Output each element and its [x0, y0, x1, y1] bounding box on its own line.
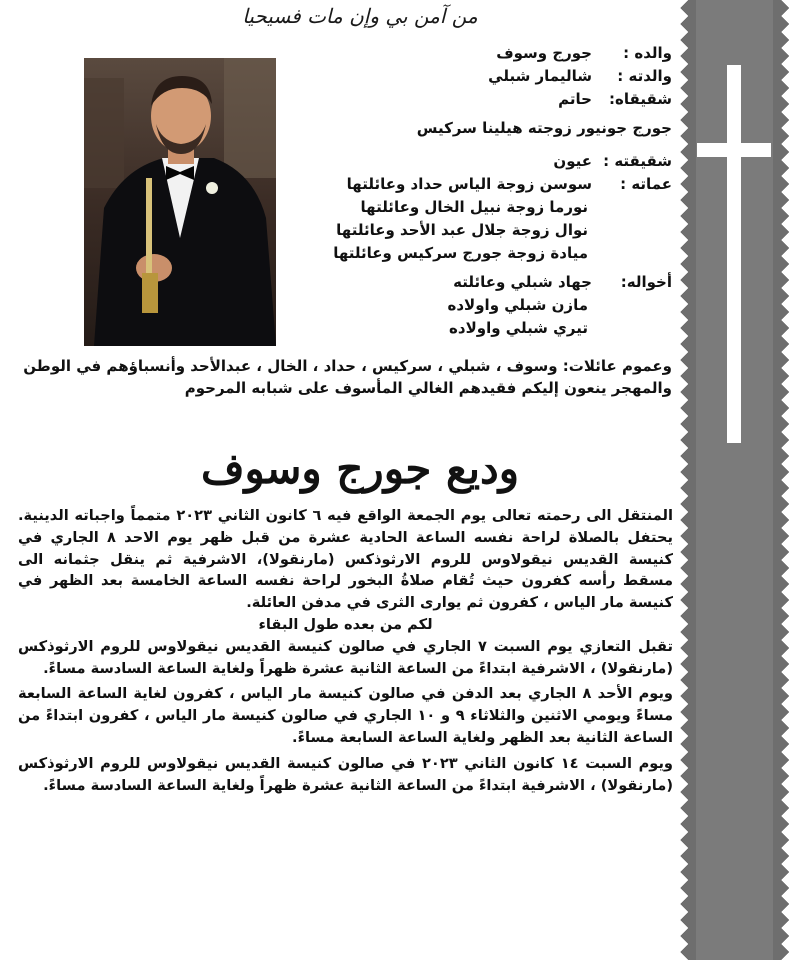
aunt-row	[290, 196, 672, 219]
brother-name: جورج جونيور زوجته هيلينا سركيس	[416, 119, 672, 137]
families-announcement: وعموم عائلات: وسوف ، شبلي ، سركيس ، حداد ، الخال ، عبدالأحد وأنسباؤهم في الوطن والمهجر ينعون إليكم فقيدهم الغالي المأسوف على شبابه المرحوم	[23, 357, 672, 397]
aunt-name: نوال زوجة جلال عبد الأحد وعائلتها	[336, 221, 588, 239]
father-name: جورج وسوف	[496, 44, 592, 62]
uncles-label: أخواله:	[620, 273, 672, 291]
aunts-label: عماته :	[620, 175, 672, 193]
zigzag-edge-left	[680, 0, 696, 960]
uncle-row	[290, 317, 672, 340]
uncle-row	[290, 294, 672, 317]
brothers-label: شقيقاه:	[609, 90, 672, 108]
aunt-name: ميادة زوجة جورج سركيس وعائلتها	[333, 244, 588, 262]
aunt-row	[290, 242, 672, 265]
brother2-row	[290, 117, 672, 140]
funeral-details	[18, 505, 673, 796]
brothers-row	[290, 88, 672, 111]
mother-label: والدته :	[617, 67, 672, 85]
deceased-name: وديع جورج وسوف	[200, 444, 520, 493]
deceased-photo	[84, 58, 276, 346]
condolence-line: لكم من بعده طول البقاء	[258, 615, 433, 633]
family-list	[290, 42, 672, 340]
header-verse: من آمن بي وإن مات فسيحيا	[242, 4, 478, 28]
father-row	[290, 42, 672, 65]
aunt-row	[290, 219, 672, 242]
sister-label: شقيقته :	[603, 152, 672, 170]
zigzag-edge-right	[773, 0, 789, 960]
condolence-paragraph: ويوم السبت ١٤ كانون الثاني ٢٠٢٣ في صالون كنيسة القديس نيقولاوس للروم الارثوذكس (مارنقولا) ، الاشرفية ابتداءً من الساعة الثانية عشرة ظهراً ولغاية الساعة السادسة مساءً.	[18, 754, 673, 794]
aunts-row	[290, 173, 672, 196]
mother-row	[290, 65, 672, 88]
condolence-paragraph: ويوم الأحد ٨ الجاري بعد الدفن في صالون كنيسة مار الياس ، كفرون لغاية الساعة السابعة مساءً ويومي الاثنين والثلاثاء ٩ و ١٠ الجاري في صالون كنيسة مار الياس ، كفرون ابتداءً من الساعة الثانية بعد الظهر ولغاية الساعة السابعة مساءً.	[18, 685, 674, 746]
cross-icon-bar	[697, 143, 771, 157]
funeral-paragraph: المنتقل الى رحمته تعالى يوم الجمعة الواقع فيه ٦ كانون الثاني ٢٠٢٣ متمماً واجباته الدينية. يحتفل بالصلاة لراحة نفسه الساعة الحادية عشرة من قبل ظهر يوم الاحد ٨ الجاري في كنيسة القديس نيقولاوس للروم الارثوذكس (مارنقولا)، الاشرفية ثم ينقل جثمانه الى مسقط رأسه كفرون حيث تُقام صلاةُ البخور لراحة نفسه الساعة الخامسة بعد الظهر في كنيسة مار الياس ، كفرون ثم يوارى الثرى في مدفن العائلة.	[18, 507, 673, 612]
mother-name: شاليمار شبلي	[488, 67, 592, 85]
aunt-name: نورما زوجة نبيل الخال وعائلتها	[360, 198, 588, 216]
cross-icon	[727, 65, 741, 443]
sister-row	[290, 150, 672, 173]
brother-name: حاتم	[558, 90, 592, 108]
sister-name: عيون	[553, 152, 592, 170]
condolence-paragraph: تقبل التعازي يوم السبت ٧ الجاري في صالون كنيسة القديس نيقولاوس للروم الارثوذكس (مارنقولا) ، الاشرفية ابتداءً من الساعة الثانية عشرة ظهراً ولغاية الساعة السادسة مساءً.	[18, 637, 673, 677]
uncles-row	[290, 271, 672, 294]
aunt-name: سوسن زوجة الياس حداد وعائلتها	[346, 175, 592, 193]
father-label: والده :	[623, 44, 672, 62]
uncle-name: تيري شبلي واولاده	[449, 319, 588, 337]
uncle-name: جهاد شبلي وعائلته	[453, 273, 592, 291]
uncle-name: مازن شبلي واولاده	[447, 296, 588, 314]
